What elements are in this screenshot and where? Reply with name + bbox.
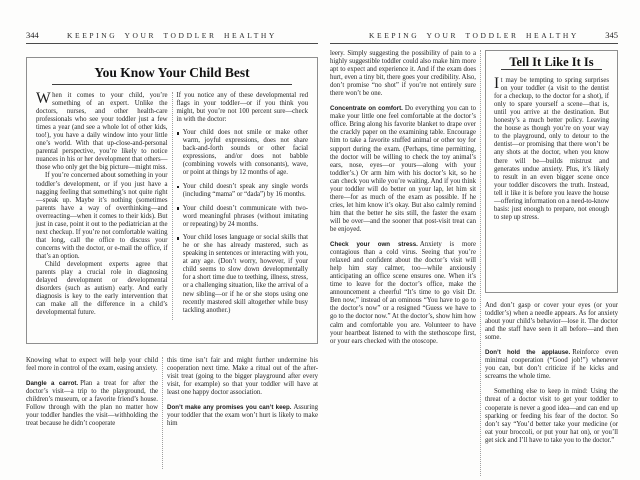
right-header-rule	[330, 43, 618, 44]
square-bullet-icon	[177, 132, 180, 135]
left-box-column-2	[177, 92, 309, 320]
lead-in: Don’t hold the applause.	[485, 349, 571, 357]
paragraph: Child development experts agree that parents play a crucial role in diagnosing delayed development or developmental disorders (such as autism) early. And early diagnosis is key to the early intervention that can make all the difference in a child’s developmental future.	[36, 260, 168, 317]
column-divider	[162, 357, 163, 469]
you-know-your-child-best-box	[26, 57, 318, 344]
list-item-text: Your child loses language or social skills that he or she has already mastered, such as speaking in sentences or interacting with you, at any age. (Don’t worry, however, if your child seems to slow down developmentally for a short time due to teething, illness, stress, or a challenging situation, like the arrival of a new sibling—or if he or she stops using one recently mastered skill altogether while busy tackling another.)	[182, 234, 308, 314]
left-header-rule	[26, 43, 318, 44]
paragraph	[26, 380, 158, 428]
list-item	[177, 129, 309, 177]
drop-cap: I	[494, 75, 500, 93]
paragraph: Something else to keep in mind: Using the threat of a doctor visit to get your toddler to cooperate is never a good idea—and can end up sparking or feeding his fear of the doctor. So don’t say “You’d better take your medicine (or eat your broccoli, or put your hat on), or you’ll get sick and I’ll have to take you to the doctor.”	[485, 388, 618, 444]
paragraph-text: Reinforce even minimal cooperation (“Good job!”) whenever you can, but don’t criticize if he kicks and screams the whole time.	[485, 349, 618, 381]
paragraph	[330, 241, 476, 346]
square-bullet-icon	[177, 186, 180, 189]
list-item	[177, 183, 309, 199]
paragraph-text: Plan a treat for after the doctor’s visit—a trip to the playground, the children’s museum, or a favorite friend’s house. Follow through with the plan no matter how your toddler handles the visit—withholding the treat because he didn’t cooperate	[26, 380, 158, 428]
right-column-1	[330, 50, 476, 476]
paragraph: leery. Simply suggesting the possibility of pain to a highly suggestible toddler could also make him more apt to expect and experience it. And if the exam does hurt, even a tiny bit, there goes your credibility. Also, don’t promise “no shot” if you’re not entirely sure there won’t be one.	[330, 50, 476, 98]
list-item-text: Your child doesn’t communicate with two-word meaningful phrases (without imitating or repeating) by 24 months.	[182, 204, 308, 228]
left-body-column-2	[167, 357, 318, 469]
paragraph: this time isn’t fair and might further undermine his cooperation next time. Make a ritual out of the after-visit treat (going to the bigger playground after every visit, for example) so that your toddler will have at least one happy doctor association.	[167, 357, 318, 397]
list-item-text: Your child doesn’t speak any single words (including “mama” or “dada”) by 16 months.	[182, 182, 308, 199]
page-left	[26, 0, 318, 480]
paragraph: Knowing what to expect will help your child feel more in control of the exam, easing anxiety.	[26, 357, 158, 373]
right-running-head: KEEPING YOUR TODDLER HEALTHY	[369, 31, 579, 40]
paragraph-text: t may be tempting to spring surprises on your toddler (a visit to the dentist for a checkup, to the doctor for a shot), if only to spare yourself a scene—that is, until you arrive at the destination. But honesty’s a much better policy. Leaving the house as though you’re on your way to the playground, only to detour to the dentist—or promising that there won’t be any shots at the doctor, when you know there will be—builds mistrust and generates undue anxiety. Plus, it’s likely to result in an even bigger scene once your toddler discovers the truth. Instead, tell it like it is before you leave the house—offering information on a need-to-know basis: just enough to prepare, not enough to step up stress.	[494, 77, 610, 221]
lead-in: Dangle a carrot.	[26, 380, 79, 388]
paragraph: If you notice any of these developmental red flags in your toddler—or if you think you might, but you’re not 100 percent sure—check in with the doctor:	[176, 92, 308, 124]
square-bullet-icon	[177, 237, 180, 240]
red-flags-list	[177, 129, 309, 314]
right-page-header	[330, 0, 618, 40]
right-page-number: 345	[605, 30, 618, 40]
paragraph	[330, 105, 476, 234]
left-running-head: KEEPING YOUR TODDLER HEALTHY	[67, 31, 277, 40]
list-item-text: Your child does not smile or make other warm, joyful expressions, does not share back-and-forth sounds or other facial expressions, and/or does not babble (combining vowels with consonants), wave, or point at things by 12 months of age.	[182, 129, 308, 177]
column-divider	[172, 92, 173, 320]
paragraph	[36, 92, 168, 172]
paragraph-text: hen it comes to your child, you’re something of an expert. Unlike the doctors, nurses, and other health-care professionals who see your toddler just a few times a year (and see a whole lot of other kids, too!), you have a daily window into your little one’s world. With that up-close-and-personal parental perspective, you’re likely to notice nuances in his or her development that others—those who only get the big picture—might miss.	[36, 92, 168, 172]
lead-in: Check your own stress.	[330, 241, 418, 249]
left-page-number: 344	[26, 30, 39, 40]
page-right	[330, 0, 618, 480]
list-item	[177, 234, 309, 314]
right-column-2	[485, 50, 618, 476]
square-bullet-icon	[177, 207, 180, 210]
left-page-header	[26, 0, 318, 40]
tell-it-like-it-is-box	[485, 50, 618, 293]
left-box-columns	[36, 92, 308, 320]
paragraph: If you’re concerned about something in your toddler’s development, or if you just have a nagging feeling that something’s not quite right—speak up. Maybe it’s nothing (sometimes parents have a way of overthinking—and overreacting—when it comes to their kids). But just in case, point it out to the pediatrician at the next checkup. If you’re not comfortable waiting that long, call the office to discuss your concerns with the doctor, or e-mail the office, if that’s an option.	[36, 172, 168, 260]
list-item	[177, 205, 309, 229]
left-box-title-rule	[52, 84, 291, 85]
paragraph	[494, 77, 609, 222]
right-box-title: Tell It Like It Is	[509, 55, 594, 69]
paragraph-text: Do everything you can to make your little one feel comfortable at the doctor’s office. Bring along his favorite blanket to drape over the crackly paper on the examining table. Encourage him to take a favorite stuffed animal or other toy for support during the exam. (Perhaps, time permitting, the doctor will be willing to check the toy animal’s ears, nose, eyes—or yours—along with your toddler’s.) Or arm him with his doctor’s kit, so he can check you while you’re waiting. And if you think your toddler will do better on your lap, let him sit there—for as much of the exam as possible. If he cries, let him know it’s okay. But also calmly remind him that the better he sits still, the faster the exam will be over—and the sooner that post-visit treat can be enjoyed.	[330, 105, 476, 233]
paragraph-text: Assuring your toddler that the exam won’t hurt is likely to make him	[167, 404, 318, 428]
left-box-title: You Know Your Child Best	[94, 65, 250, 80]
left-body-column-1	[26, 357, 158, 469]
left-box-column-1	[36, 92, 168, 320]
column-divider	[480, 50, 481, 476]
lead-in: Concentrate on comfort.	[330, 105, 403, 113]
left-page-body-columns	[26, 357, 318, 469]
paragraph: And don’t gasp or cover your eyes (or your toddler’s) when a needle appears. As for anxiety about your child’s behavior—lose it. The doctor and the staff have seen it all before—and then some.	[485, 302, 618, 342]
paragraph	[485, 349, 618, 381]
right-page-columns	[330, 50, 618, 476]
paragraph	[167, 404, 318, 428]
right-box-title-rule	[501, 69, 602, 70]
right-box-body	[494, 77, 609, 222]
paragraph-text: Anxiety is more contagious than a cold virus. Seeing that you’re relaxed and confident about the doctor’s visit will help him stay calmer, too—while anxiously anticipating an office scene ensures one. When it’s time to leave for the doctor’s office, make the announcement a cheerful “It’s time to go visit Dr. Ben now,” instead of an ominous “You have to go to the doctor’s now” or a resigned “Guess we have to go to the doctor now.” At the doctor’s, show him how calm and comfortable you are. Volunteer to have your heartbeat listened to with the stethoscope first, or your ears checked with the otoscope.	[330, 241, 476, 345]
drop-cap: W	[36, 90, 51, 107]
lead-in: Don’t make any promises you can’t keep.	[167, 404, 292, 412]
